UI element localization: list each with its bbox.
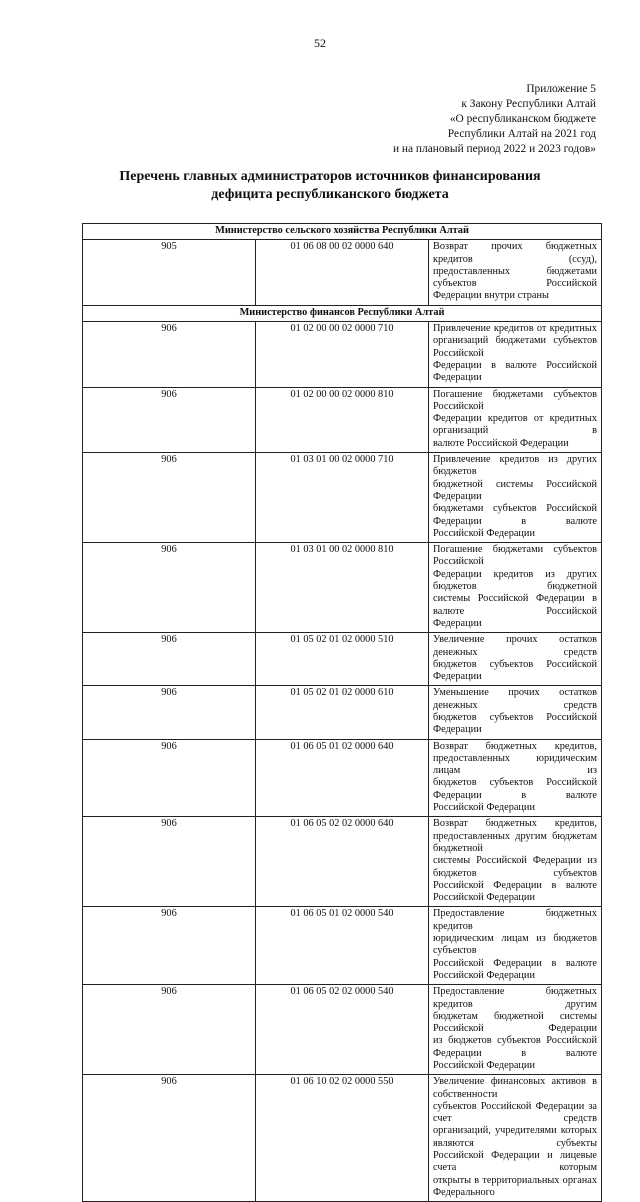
description-line: Привлечение кредитов от кредитных xyxy=(433,323,597,335)
table-row xyxy=(83,633,602,686)
admin-code-cell: 906 xyxy=(83,322,256,387)
source-code-cell: 01 05 02 01 02 0000 610 xyxy=(256,686,429,739)
description-line: Федерации кредитов из других бюджетов бюджетной xyxy=(433,568,597,593)
table-row xyxy=(83,240,602,305)
source-code-cell: 01 05 02 01 02 0000 510 xyxy=(256,633,429,686)
section-header: Министерство сельского хозяйства Республики Алтай xyxy=(83,224,602,240)
description-line: бюджетами субъектов Российской Федерации в валюте xyxy=(433,503,597,527)
description-cell xyxy=(429,387,602,452)
source-code-cell: 01 02 00 00 02 0000 810 xyxy=(256,387,429,452)
description-line: Возврат бюджетных кредитов, xyxy=(433,818,597,830)
document-title xyxy=(70,168,590,204)
description-line: бюджетов субъектов Российской Федерации в валюте xyxy=(433,777,597,801)
description-line: Российской Федерации xyxy=(433,527,535,539)
table-row xyxy=(83,1075,602,1202)
appendix-line: Приложение 5 xyxy=(526,83,596,95)
description-line: валюте Российской Федерации xyxy=(433,437,569,449)
table-row xyxy=(83,985,602,1075)
description-line: организаций бюджетами субъектов Российской xyxy=(433,335,597,359)
description-line: Уменьшение прочих остатков денежных средств xyxy=(433,687,597,711)
table-row xyxy=(83,543,602,633)
title-line: Перечень главных администраторов источников финансирования xyxy=(119,169,541,184)
administrators-table xyxy=(82,223,602,1202)
description-line: предоставленных другим бюджетам бюджетной xyxy=(433,830,597,854)
section-header-row xyxy=(83,305,602,321)
appendix-line: к Закону Республики Алтай xyxy=(461,98,596,110)
description-cell xyxy=(429,543,602,633)
source-code-cell: 01 06 08 00 02 0000 640 xyxy=(256,240,429,305)
description-line: предоставленных бюджетами субъектов Российской xyxy=(433,265,597,290)
source-code-cell: 01 03 01 00 02 0000 810 xyxy=(256,543,429,633)
description-cell xyxy=(429,453,602,543)
description-line: Российской Федерации и лицевые счета которым xyxy=(433,1150,597,1174)
description-line: Возврат бюджетных кредитов, xyxy=(433,740,597,752)
source-code-cell: 01 06 05 02 02 0000 640 xyxy=(256,817,429,907)
description-line: Увеличение финансовых активов в собственности xyxy=(433,1076,597,1100)
description-line: организаций, учредителями которых являются субъекты xyxy=(433,1125,597,1149)
description-line: Предоставление бюджетных кредитов xyxy=(433,908,597,932)
description-cell xyxy=(429,633,602,686)
description-line: системы Российской Федерации из бюджетов субъектов xyxy=(433,855,597,879)
description-cell xyxy=(429,817,602,907)
description-line: Федерации кредитов от кредитных организаций в xyxy=(433,413,597,437)
admin-code-cell: 906 xyxy=(83,686,256,739)
source-code-cell: 01 06 05 02 02 0000 540 xyxy=(256,985,429,1075)
description-line: Российской Федерации в валюте Российской Федерации xyxy=(433,879,597,904)
description-cell xyxy=(429,322,602,387)
admin-code-cell: 906 xyxy=(83,633,256,686)
description-line: субъектов Российской Федерации за счет средств xyxy=(433,1100,597,1125)
source-code-cell: 01 03 01 00 02 0000 710 xyxy=(256,453,429,543)
table-row xyxy=(83,453,602,543)
source-code-cell: 01 06 05 01 02 0000 540 xyxy=(256,907,429,985)
description-line: юридическим лицам из бюджетов субъектов xyxy=(433,933,597,957)
admin-code-cell: 906 xyxy=(83,907,256,985)
page-number: 52 xyxy=(314,36,326,50)
appendix-block xyxy=(296,82,596,157)
description-line: бюджетов субъектов Российской Федерации xyxy=(433,711,597,736)
description-cell xyxy=(429,240,602,305)
description-line: Увеличение прочих остатков денежных средств xyxy=(433,634,597,658)
description-line: предоставленных юридическим лицам из xyxy=(433,752,597,777)
description-line: Погашение бюджетами субъектов Российской xyxy=(433,388,597,412)
title-line: дефицита республиканского бюджета xyxy=(211,187,449,202)
description-cell xyxy=(429,686,602,739)
description-line: Возврат прочих бюджетных кредитов (ссуд), xyxy=(433,241,597,265)
table-row xyxy=(83,817,602,907)
description-line: Погашение бюджетами субъектов Российской xyxy=(433,544,597,568)
admin-code-cell: 906 xyxy=(83,817,256,907)
admin-code-cell: 906 xyxy=(83,739,256,817)
description-line: Российской Федерации xyxy=(433,1060,535,1071)
description-cell xyxy=(429,739,602,817)
description-line: Российской Федерации в валюте Российской Федерации xyxy=(433,957,597,981)
table-row xyxy=(83,739,602,817)
table-row xyxy=(83,686,602,739)
appendix-line: «О республиканском бюджете xyxy=(449,113,596,125)
source-code-cell: 01 06 10 02 02 0000 550 xyxy=(256,1075,429,1202)
table-row xyxy=(83,322,602,387)
table-row xyxy=(83,907,602,985)
source-code-cell: 01 02 00 00 02 0000 710 xyxy=(256,322,429,387)
admin-code-cell: 906 xyxy=(83,543,256,633)
description-line: бюджетов субъектов Российской Федерации xyxy=(433,658,597,683)
admin-code-cell: 906 xyxy=(83,1075,256,1202)
description-line: Предоставление бюджетных кредитов другим xyxy=(433,986,597,1010)
admin-code-cell: 906 xyxy=(83,387,256,452)
description-line: Российской Федерации xyxy=(433,802,535,814)
admin-code-cell: 905 xyxy=(83,240,256,305)
description-line: из бюджетов субъектов Российской Федерации в валюте xyxy=(433,1035,597,1059)
table-row xyxy=(83,387,602,452)
admin-code-cell: 906 xyxy=(83,985,256,1075)
description-line: бюджетной системы Российской Федерации xyxy=(433,478,597,502)
description-line: Федерации xyxy=(433,617,482,629)
section-header-row xyxy=(83,224,602,240)
description-line: системы Российской Федерации в валюте Российской xyxy=(433,593,597,617)
admin-code-cell: 906 xyxy=(83,453,256,543)
description-cell xyxy=(429,907,602,985)
description-line: бюджетам бюджетной системы Российской Федерации xyxy=(433,1010,597,1035)
section-header: Министерство финансов Республики Алтай xyxy=(83,305,602,321)
description-cell xyxy=(429,1075,602,1202)
source-code-cell: 01 06 05 01 02 0000 640 xyxy=(256,739,429,817)
description-line: Привлечение кредитов из других бюджетов xyxy=(433,454,597,478)
appendix-line: Республики Алтай на 2021 год xyxy=(447,128,596,140)
description-line: Федерации внутри страны xyxy=(433,290,549,302)
description-line: Федерации в валюте Российской Федерации xyxy=(433,359,597,384)
description-cell xyxy=(429,985,602,1075)
appendix-line: и на плановый период 2022 и 2023 годов» xyxy=(392,143,596,155)
description-line: открыты в территориальных органах Федерального xyxy=(433,1174,597,1198)
